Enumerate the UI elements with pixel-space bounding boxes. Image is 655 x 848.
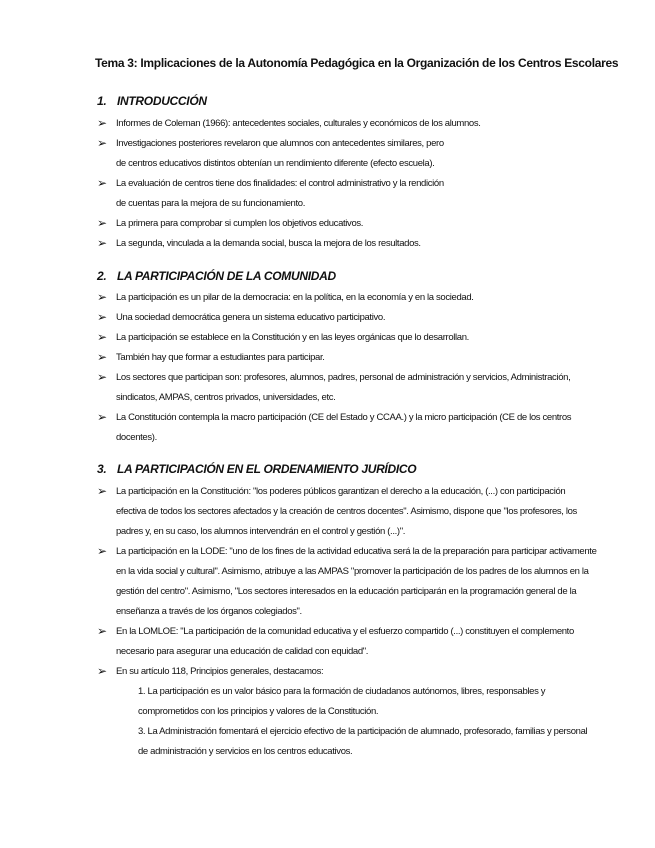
bullet-text: También hay que formar a estudiantes para participar. bbox=[116, 352, 325, 363]
bullet-text: La Constitución contempla la macro participación (CE del Estado y CCAA.) y la micro participación (CE de los centros bbox=[116, 412, 572, 423]
bullet-text: La primera para comprobar si cumplen los objetivos educativos. bbox=[116, 218, 364, 229]
document-title: Tema 3: Implicaciones de la Autonomía Pedagógica en la Organización de los Centros Escolares bbox=[95, 56, 619, 70]
bullet-arrow-icon: ➢ bbox=[97, 236, 108, 250]
bullet-arrow-icon: ➢ bbox=[97, 290, 108, 304]
bullet-text: La participación en la Constitución: "los poderes públicos garantizan el derecho a la educación, (...) con participación bbox=[116, 486, 566, 497]
bullet-text: Una sociedad democrática genera un sistema educativo participativo. bbox=[116, 312, 386, 323]
section-title: LA PARTICIPACIÓN DE LA COMUNIDAD bbox=[117, 269, 336, 283]
bullet-text: Los sectores que participan son: profesores, alumnos, padres, personal de administración y servicios, Administración, bbox=[116, 372, 571, 383]
bullet-text: La participación se establece en la Constitución y en las leyes orgánicas que lo desarrollan. bbox=[116, 332, 469, 343]
section-number: 1. bbox=[97, 94, 107, 108]
bullet-arrow-icon: ➢ bbox=[97, 624, 108, 638]
bullet-arrow-icon: ➢ bbox=[97, 216, 108, 230]
section-title: INTRODUCCIÓN bbox=[117, 94, 207, 108]
bullet-text: La segunda, vinculada a la demanda social, busca la mejora de los resultados. bbox=[116, 238, 421, 249]
bullet-arrow-icon: ➢ bbox=[97, 330, 108, 344]
numbered-item-text: 3. La Administración fomentará el ejercicio efectivo de la participación de alumnado, profesorado, familias y personal bbox=[138, 726, 588, 737]
section-heading bbox=[97, 94, 617, 108]
bullet-text: en la vida social y cultural". Asimismo, atribuye a las AMPAS "promover la participación de los padres de los alumnos en la bbox=[116, 566, 589, 577]
bullet-arrow-icon: ➢ bbox=[97, 350, 108, 364]
bullet-arrow-icon: ➢ bbox=[97, 116, 108, 130]
bullet-text: padres y, en su caso, los alumnos intervendrán en el control y gestión (...)". bbox=[116, 526, 406, 537]
bullet-text: sindicatos, AMPAS, centros privados, universidades, etc. bbox=[116, 392, 336, 403]
bullet-text: La participación es un pilar de la democracia: en la política, en la economía y en la sociedad. bbox=[116, 292, 474, 303]
numbered-item-text: comprometidos con los principios y valores de la Constitución. bbox=[138, 706, 379, 717]
bullet-arrow-icon: ➢ bbox=[97, 310, 108, 324]
bullet-text: gestión del centro". Asimismo, "Los sectores interesados en la educación participarán en la programación general de la bbox=[116, 586, 577, 597]
section-number: 2. bbox=[97, 269, 107, 283]
bullet-arrow-icon: ➢ bbox=[97, 664, 108, 678]
bullet-text: de cuentas para la mejora de su funcionamiento. bbox=[116, 198, 305, 209]
bullet-text: efectiva de todos los sectores afectados y la creación de centros docentes". Asimismo, dispone que "los profesores, los bbox=[116, 506, 577, 517]
bullet-text: Informes de Coleman (1966): antecedentes sociales, culturales y económicos de los alumnos. bbox=[116, 118, 481, 129]
bullet-arrow-icon: ➢ bbox=[97, 410, 108, 424]
bullet-text: La participación en la LODE: "uno de los fines de la actividad educativa será la de la preparación para participar activamente bbox=[116, 546, 597, 557]
section-heading bbox=[97, 462, 617, 476]
section-heading bbox=[97, 269, 617, 283]
numbered-item-text: de administración y servicios en los centros educativos. bbox=[138, 746, 353, 757]
numbered-item-text: 1. La participación es un valor básico para la formación de ciudadanos autónomos, libres, responsables y bbox=[138, 686, 546, 697]
section-number: 3. bbox=[97, 462, 107, 476]
bullet-arrow-icon: ➢ bbox=[97, 544, 108, 558]
bullet-text: En la LOMLOE: "La participación de la comunidad educativa y el esfuerzo compartido (...) constituyen el complemento bbox=[116, 626, 574, 637]
bullet-arrow-icon: ➢ bbox=[97, 370, 108, 384]
bullet-text: de centros educativos distintos obtenían un rendimiento diferente (efecto escuela). bbox=[116, 158, 435, 169]
bullet-arrow-icon: ➢ bbox=[97, 484, 108, 498]
bullet-text: necesario para asegurar una educación de calidad con equidad". bbox=[116, 646, 369, 657]
bullet-text: La evaluación de centros tiene dos finalidades: el control administrativo y la rendición bbox=[116, 178, 444, 189]
bullet-arrow-icon: ➢ bbox=[97, 176, 108, 190]
bullet-text: En su artículo 118, Principios generales, destacamos: bbox=[116, 666, 324, 677]
bullet-text: enseñanza a través de los órganos colegiados". bbox=[116, 606, 302, 617]
bullet-text: Investigaciones posteriores revelaron que alumnos con antecedentes similares, pero bbox=[116, 138, 444, 149]
bullet-arrow-icon: ➢ bbox=[97, 136, 108, 150]
bullet-text: docentes). bbox=[116, 432, 157, 443]
section-title: LA PARTICIPACIÓN EN EL ORDENAMIENTO JURÍDICO bbox=[117, 462, 417, 476]
